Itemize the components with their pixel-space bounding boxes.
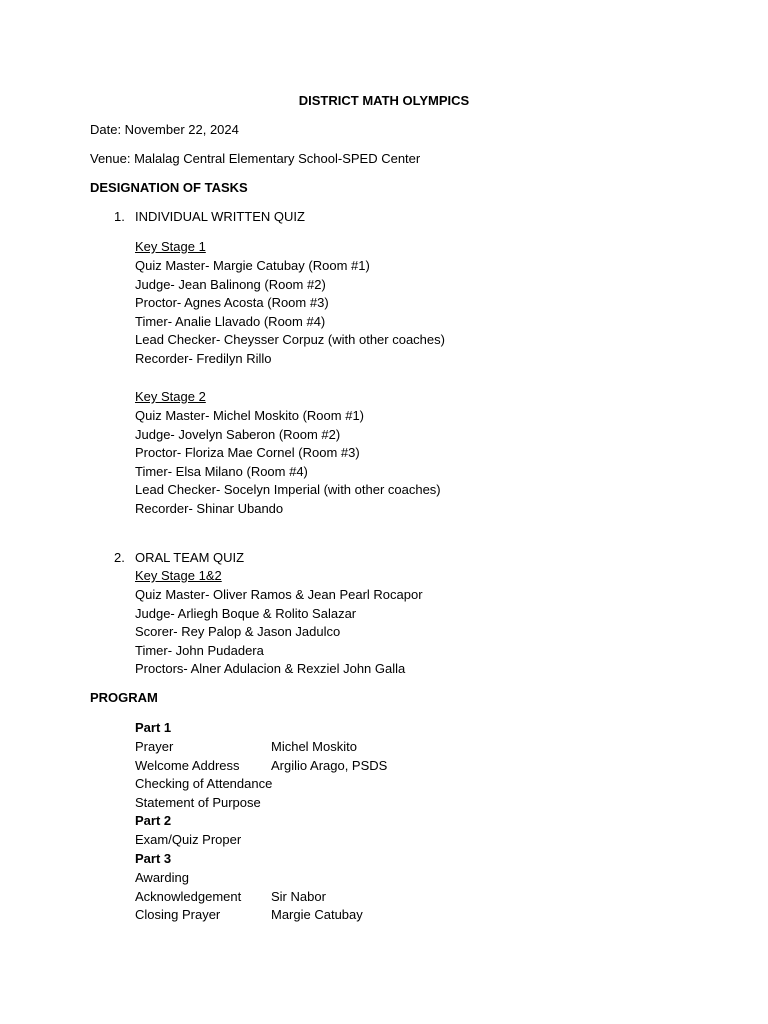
document-title: DISTRICT MATH OLYMPICS — [298, 93, 470, 108]
section2-heading: ORAL TEAM QUIZ — [135, 550, 245, 565]
ks1-label: Key Stage 1 — [135, 239, 206, 254]
part2-label: Part 2 — [135, 813, 172, 828]
program-person: Sir Nabor — [271, 889, 326, 904]
program-row — [135, 794, 271, 813]
program-item: Awarding — [135, 870, 189, 885]
list-item: Quiz Master- Oliver Ramos & Jean Pearl Rocapor — [135, 587, 423, 602]
program-person: Margie Catubay — [271, 907, 363, 922]
list-item: Recorder- Shinar Ubando — [135, 500, 284, 516]
section1-heading: INDIVIDUAL WRITTEN QUIZ — [135, 209, 305, 224]
date-line: Date: November 22, 2024 — [90, 122, 239, 137]
program-row — [135, 869, 271, 888]
program-row — [135, 738, 357, 757]
part3-label: Part 3 — [135, 851, 172, 866]
list-item: Quiz Master- Michel Moskito (Room #1) — [135, 408, 364, 423]
program-row — [135, 906, 363, 925]
program-row — [135, 888, 326, 907]
program-heading: PROGRAM — [90, 690, 158, 705]
program-person: Argilio Arago, PSDS — [271, 758, 388, 773]
list-item: Recorder- Fredilyn Rillo — [135, 350, 272, 366]
section2-number: 2. — [114, 550, 125, 565]
list-item: Timer- Elsa Milano (Room #4) — [135, 463, 308, 479]
list-item: Judge- Arliegh Boque & Rolito Salazar — [135, 605, 357, 621]
program-item: Exam/Quiz Proper — [135, 832, 242, 847]
program-item: Checking of Attendance — [135, 776, 273, 791]
ks12-label: Key Stage 1&2 — [135, 568, 222, 583]
list-item: Judge- Jean Balinong (Room #2) — [135, 276, 326, 292]
list-item: Proctor- Floriza Mae Cornel (Room #3) — [135, 445, 360, 461]
ks1-list — [135, 257, 445, 369]
list-item: Timer- Analie Llavado (Room #4) — [135, 313, 326, 329]
list-item: Proctors- Alner Adulacion & Rexziel John Galla — [135, 661, 406, 677]
list-item: Scorer- Rey Palop & Jason Jadulco — [135, 624, 341, 640]
section1-number: 1. — [114, 209, 125, 224]
venue-line: Venue: Malalag Central Elementary School-SPED Center — [90, 151, 421, 166]
program-item: Closing Prayer — [135, 907, 221, 922]
program-item: Prayer — [135, 739, 174, 754]
part1-label: Part 1 — [135, 720, 172, 735]
list-item: Timer- John Pudadera — [135, 642, 264, 658]
list-item: Quiz Master- Margie Catubay (Room #1) — [135, 258, 370, 273]
list-item: Proctor- Agnes Acosta (Room #3) — [135, 295, 329, 311]
list-item: Lead Checker- Socelyn Imperial (with other coaches) — [135, 482, 441, 498]
program-row — [135, 757, 387, 776]
designation-heading: DESIGNATION OF TASKS — [90, 180, 248, 195]
ks2-label: Key Stage 2 — [135, 389, 206, 404]
oral-quiz-list — [135, 586, 423, 679]
program-item: Statement of Purpose — [135, 795, 261, 810]
list-item: Lead Checker- Cheysser Corpuz (with other coaches) — [135, 332, 445, 348]
list-item: Judge- Jovelyn Saberon (Room #2) — [135, 426, 341, 442]
program-person: Michel Moskito — [271, 739, 357, 754]
ks2-list — [135, 407, 441, 519]
program-row — [135, 775, 271, 794]
program-row — [135, 831, 271, 850]
program-item: Welcome Address — [135, 758, 240, 773]
program-item: Acknowledgement — [135, 889, 242, 904]
